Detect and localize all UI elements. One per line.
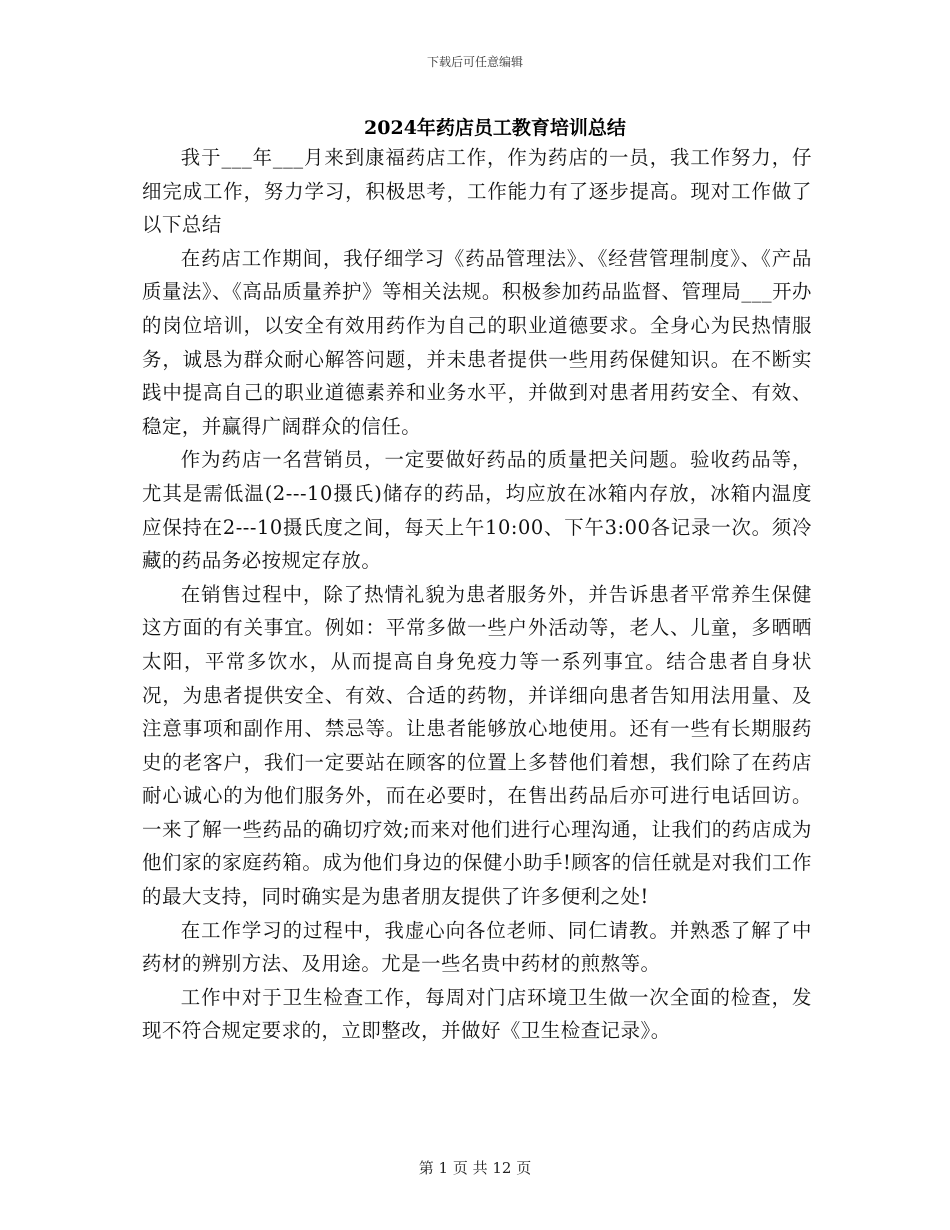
paragraph: 在销售过程中，除了热情礼貌为患者服务外，并告诉患者平常养生保健这方面的有关事宜。例如：平常多做一些户外活动等，老人、儿童，多晒晒太阳，平常多饮水，从而提高自身免疫力等一系列事宜。结合患者自身状况，为患者提供安全、有效、合适的药物，并详细向患者告知用法用量、及注意事项和副作用、禁忌等。让患者能够放心地使用。还有一些有长期服药史的老客户，我们一定要站在顾客的位置上多替他们着想，我们除了在药店耐心诚心的为他们服务外，而在必要时，在售出药品后亦可进行电话回访。一来了解一些药品的确切疗效;而来对他们进行心理沟通，让我们的药店成为他们家的家庭药箱。成为他们身边的保健小助手!顾客的信任就是对我们工作的最大支持，同时确实是为患者朋友提供了许多便利之处! xyxy=(142,582,812,909)
paragraph: 在药店工作期间，我仔细学习《药品管理法》、《经营管理制度》、《产品质量法》、《高品质量养护》等相关法规。积极参加药品监督、管理局___开办的岗位培训，以安全有效用药作为自己的职业道德要求。全身心为民热情服务，诚恳为群众耐心解答问题，并未患者提供一些用药保健知识。在不断实践中提高自己的职业道德素养和业务水平，并做到对患者用药安全、有效、稳定，并赢得广阔群众的信任。 xyxy=(142,246,812,438)
paragraph: 作为药店一名营销员，一定要做好药品的质量把关问题。验收药品等，尤其是需低温(2---10摄氏)储存的药品，均应放在冰箱内存放，冰箱内温度应保持在2---10摄氏度之间，每天上午10:00、下午3:00各记录一次。须冷藏的药品务必按规定存放。 xyxy=(142,448,812,573)
page-number-footer: 第 1 页 共 12 页 xyxy=(418,1159,532,1177)
paragraph: 工作中对于卫生检查工作，每周对门店环境卫生做一次全面的检查，发现不符合规定要求的，立即整改，并做好《卫生检查记录》。 xyxy=(142,985,812,1043)
document-title: 2024年药店员工教育培训总结 xyxy=(364,117,626,139)
document-body xyxy=(142,141,812,1048)
paragraph: 在工作学习的过程中，我虚心向各位老师、同仁请教。并熟悉了解了中药材的辨别方法、及用途。尤是一些名贵中药材的煎熬等。 xyxy=(142,918,812,976)
paragraph: 我于___年___月来到康福药店工作，作为药店的一员，我工作努力，仔细完成工作，努力学习，积极思考，工作能力有了逐步提高。现对工作做了以下总结 xyxy=(142,146,812,237)
header-note: 下载后可任意编辑 xyxy=(426,55,523,69)
